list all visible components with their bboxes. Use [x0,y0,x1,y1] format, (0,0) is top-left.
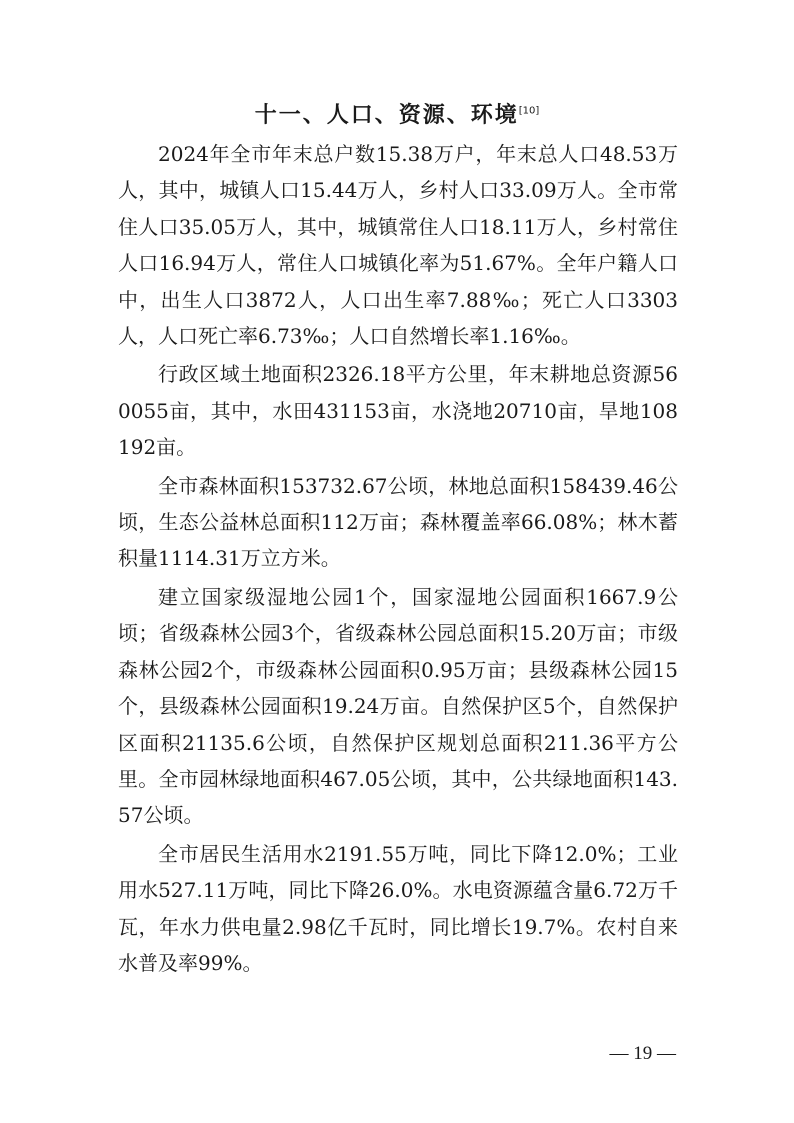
page-number: — 19 — [609,1043,676,1064]
footnote-reference: [10] [518,105,540,117]
paragraph-forest: 全市森林面积153732.67公顷，林地总面积158439.46公顷，生态公益林总面积112万亩；森林覆盖率66.08%；林木蓄积量1114.31万立方米。 [118,473,678,571]
paragraph-population: 2024年全市年末总户数15.38万户，年末总人口48.53万人，其中，城镇人口15.44万人，乡村人口33.09万人。全市常住人口35.05万人，其中，城镇常住人口18.11万人，乡村常住人口16.94万人，常住人口城镇化率为51.67%。全年户籍人口中，出生人口3872人，人口出生率7.88‰；死亡人口3303人，人口死亡率6.73‰；人口自然增长率1.16‰。 [118,142,678,349]
section-title [0,98,794,129]
paragraph-parks: 建立国家级湿地公园1个，国家湿地公园面积1667.9公顷；省级森林公园3个，省级森林公园总面积15.20万亩；市级森林公园2个，市级森林公园面积0.95万亩；县级森林公园15个，县级森林公园面积19.24万亩。自然保护区5个，自然保护区面积21135.6公顷，自然保护区规划总面积211.36平方公里。全市园林绿地面积467.05公顷，其中，公共绿地面积143.57公顷。 [118,584,678,828]
body-text [118,136,678,983]
paragraph-land: 行政区域土地面积2326.18平方公里，年末耕地总资源560055亩，其中，水田431153亩，水浇地20710亩，旱地108192亩。 [118,362,678,460]
section-title-text: 十一、人口、资源、环境 [254,103,519,128]
paragraph-water: 全市居民生活用水2191.55万吨，同比下降12.0%；工业用水527.11万吨，同比下降26.0%。水电资源蕴含量6.72万千瓦，年水力供电量2.98亿千瓦时，同比增长19.7%。农村自来水普及率99%。 [118,841,678,975]
